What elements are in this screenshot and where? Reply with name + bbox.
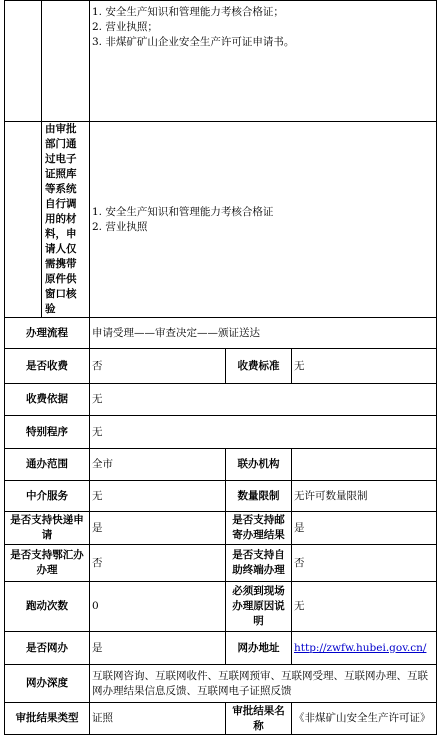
shared-item-1: 1. 安全生产知识和管理能力考核合格证 — [92, 205, 274, 218]
result-name-label: 审批结果名称 — [226, 703, 292, 735]
ehuiban-value: 否 — [90, 545, 226, 582]
charge-basis-value: 无 — [90, 384, 437, 416]
online-value: 是 — [90, 632, 226, 665]
self-service-value: 否 — [292, 545, 437, 582]
mail-result-value: 是 — [292, 512, 437, 545]
result-type-label: 审批结果类型 — [5, 703, 90, 735]
express-label: 是否支持快递申请 — [5, 512, 90, 545]
materials-left-blank — [5, 1, 42, 122]
joint-agency-value — [292, 449, 437, 481]
service-guide-table — [4, 0, 437, 735]
charge-value: 否 — [90, 349, 226, 384]
online-depth-label: 网办深度 — [5, 665, 90, 703]
onsite-reason-label: 必须到现场办理原因说明 — [226, 582, 292, 632]
special-procedure-value: 无 — [90, 416, 437, 449]
charge-standard-label: 收费标准 — [226, 349, 292, 384]
self-service-label: 是否支持自助终端办理 — [226, 545, 292, 582]
charge-basis-label: 收费依据 — [5, 384, 90, 416]
process-value: 申请受理——审查决定——颁证送达 — [90, 318, 437, 349]
charge-standard-value: 无 — [292, 349, 437, 384]
result-name-value: 《非煤矿山安全生产许可证》 — [292, 703, 437, 735]
visits-label: 跑动次数 — [5, 582, 90, 632]
charge-label: 是否收费 — [5, 349, 90, 384]
special-procedure-label: 特别程序 — [5, 416, 90, 449]
result-type-value: 证照 — [90, 703, 226, 735]
joint-agency-label: 联办机构 — [226, 449, 292, 481]
shared-materials-list — [90, 122, 437, 318]
materials-item-3: 3. 非煤矿矿山企业安全生产许可证申请书。 — [92, 36, 295, 48]
shared-materials-label: 由审批部门通过电子证照库等系统自行调用的材料，申请人仅需携带原件供窗口核验 — [42, 122, 90, 318]
materials-list — [90, 1, 437, 122]
online-depth-value: 互联网咨询、互联网收件、互联网预审、互联网受理、互联网办理、互联网办理结果信息反馈、互联网电子证照反馈 — [90, 665, 437, 703]
visits-value: 0 — [90, 582, 226, 632]
materials-item-2: 2. 营业执照； — [92, 21, 158, 33]
intermediary-label: 中介服务 — [5, 481, 90, 512]
mail-result-label: 是否支持邮寄办理结果 — [226, 512, 292, 545]
express-value: 是 — [90, 512, 226, 545]
shared-item-2: 2. 营业执照 — [92, 220, 148, 233]
materials-item-1: 1. 安全生产知识和管理能力考核合格证； — [92, 6, 284, 18]
ehuiban-label: 是否支持鄂汇办办理 — [5, 545, 90, 582]
shared-left-blank — [5, 122, 42, 318]
intermediary-value: 无 — [90, 481, 226, 512]
online-url-cell — [292, 632, 437, 665]
online-url-link[interactable]: http://zwfw.hubei.gov.cn/ — [294, 641, 427, 654]
materials-sublabel-blank — [42, 1, 90, 122]
scope-label: 通办范围 — [5, 449, 90, 481]
process-label: 办理流程 — [5, 318, 90, 349]
online-label: 是否网办 — [5, 632, 90, 665]
quantity-limit-value: 无许可数量限制 — [292, 481, 437, 512]
onsite-reason-value: 无 — [292, 582, 437, 632]
quantity-limit-label: 数量限制 — [226, 481, 292, 512]
scope-value: 全市 — [90, 449, 226, 481]
online-url-label: 网办地址 — [226, 632, 292, 665]
